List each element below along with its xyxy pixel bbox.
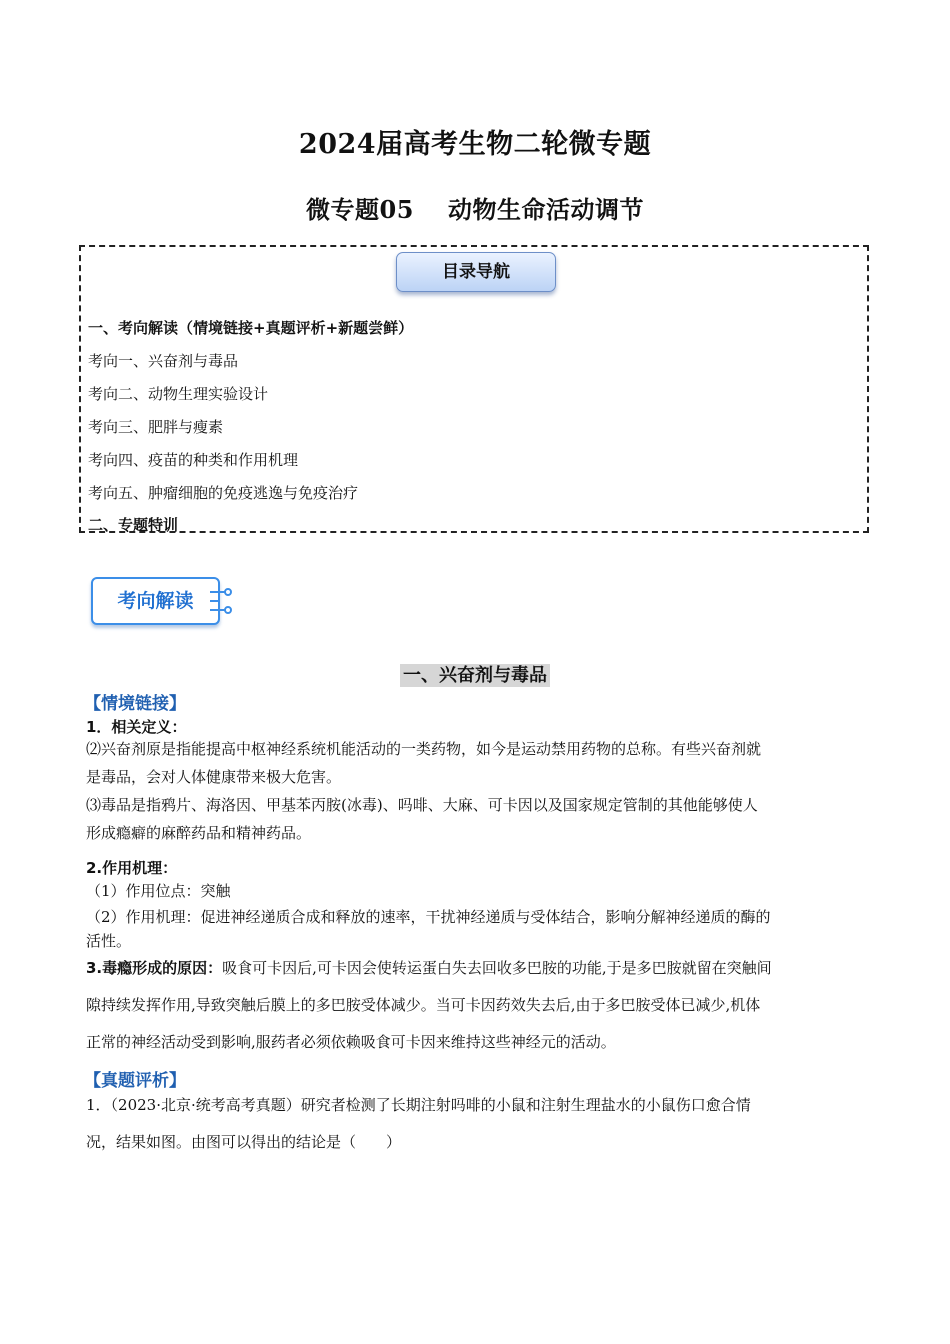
toc-item-topic4[interactable]: 考向四、疫苗的种类和作用机理 xyxy=(88,451,299,469)
document-title: 2024届高考生物二轮微专题 xyxy=(298,129,652,160)
addiction-line: 隙持续发挥作用,导致突触后膜上的多巴胺受体减少。当可卡因药效失去后,由于多巴胺受体已减少,机体 xyxy=(86,996,761,1014)
subtitle-code: 微专题05 xyxy=(306,195,414,224)
toc-item-topic5[interactable]: 考向五、肿瘤细胞的免疫逃逸与免疫治疗 xyxy=(88,484,359,502)
para-line: 是毒品，会对人体健康带来极大危害。 xyxy=(86,768,342,786)
toc-item-topic1[interactable]: 考向一、兴奋剂与毒品 xyxy=(88,352,239,370)
para-line: 活性。 xyxy=(86,932,132,950)
section-badge: 考向解读 xyxy=(91,577,220,625)
toc-item-part1[interactable]: 一、考向解读（情境链接+真题评析+新题尝鲜） xyxy=(88,319,414,337)
para-line: ⑵兴奋剂原是指能提高中枢神经系统机能活动的一类药物，如今是运动禁用药物的总称。有些兴奋剂就 xyxy=(86,740,762,758)
addiction-label: 3.毒瘾形成的原因： xyxy=(86,959,223,977)
para-line: 1．相关定义： xyxy=(86,718,187,736)
subtitle-name: 动物生命活动调节 xyxy=(447,195,644,224)
toc-item-topic3[interactable]: 考向三、肥胖与瘦素 xyxy=(88,418,224,436)
addiction-line: 3.毒瘾形成的原因：吸食可卡因后,可卡因会使转运蛋白失去回收多巴胺的功能,于是多巴胺就留在突触间 xyxy=(86,959,772,977)
toc-item-part2[interactable]: 二、专题特训 xyxy=(88,516,179,534)
section-heading: 一、兴奋剂与毒品 xyxy=(0,661,950,687)
para-line: （1）作用位点：突触 xyxy=(86,882,231,900)
addiction-line: 正常的神经活动受到影响,服药者必须依赖吸食可卡因来维持这些神经元的活动。 xyxy=(86,1033,616,1051)
toc-box xyxy=(79,245,869,533)
para-line: ⑶毒品是指鸦片、海洛因、甲基苯丙胺(冰毒)、吗啡、大麻、可卡因以及国家规定管制的其他能够使人 xyxy=(86,796,758,814)
para-line: 2.作用机理： xyxy=(86,859,178,877)
context-label: 【情境链接】 xyxy=(84,694,186,714)
toc-nav-button[interactable]: 目录导航 xyxy=(396,252,556,292)
question-line: 况，结果如图。由图可以得出的结论是（ ） xyxy=(86,1133,402,1151)
review-label: 【真题评析】 xyxy=(84,1071,186,1091)
para-line: （2）作用机理：促进神经递质合成和释放的速率，干扰神经递质与受体结合，影响分解神经递质的酶的 xyxy=(86,908,771,926)
question-line: 1．（2023·北京·统考高考真题）研究者检测了长期注射吗啡的小鼠和注射生理盐水的小鼠伤口愈合情 xyxy=(86,1096,751,1114)
document-subtitle xyxy=(0,190,950,225)
connector-icon xyxy=(208,586,234,616)
toc-item-topic2[interactable]: 考向二、动物生理实验设计 xyxy=(88,385,269,403)
para-line: 形成瘾癖的麻醉药品和精神药品。 xyxy=(86,824,312,842)
